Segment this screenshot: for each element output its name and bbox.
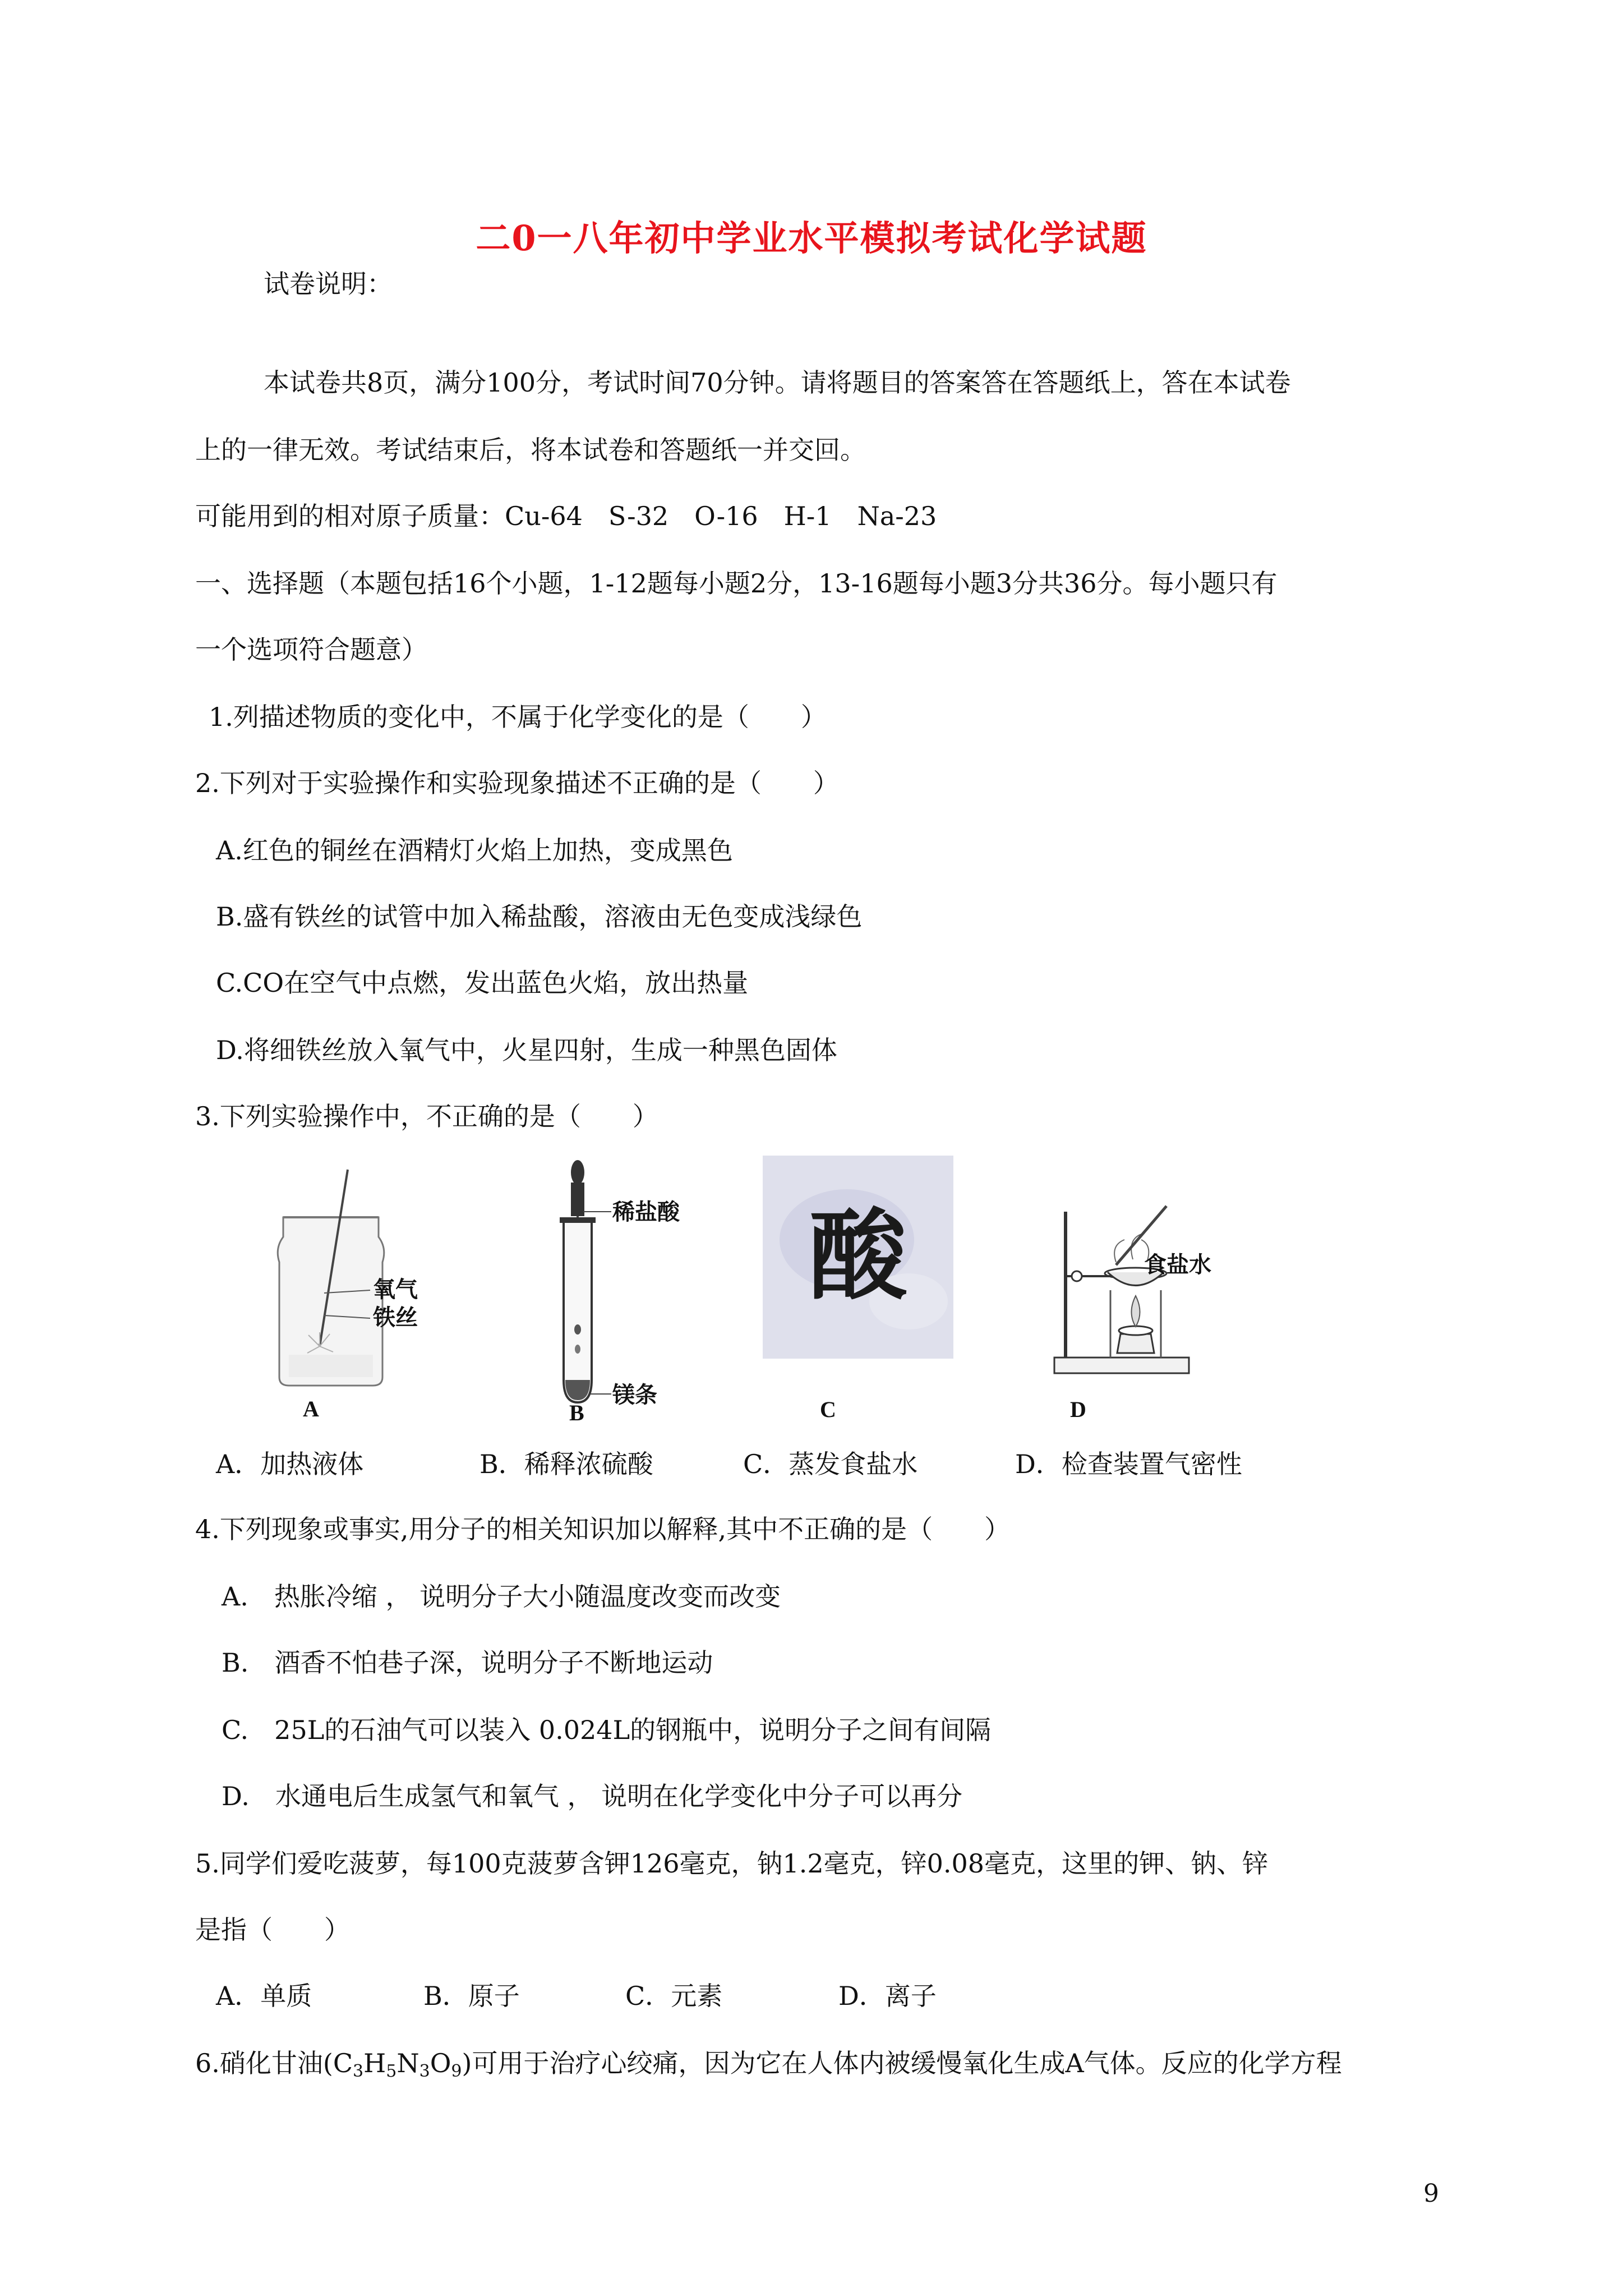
figure-c-character: 酸 (809, 1199, 907, 1314)
question-3-option-d: D．检查装置气密性 (1015, 1449, 1242, 1479)
question-2-option-c: C.CO在空气中点燃，发出蓝色火焰，放出热量 (216, 968, 749, 998)
page-number: 9 (1423, 2179, 1439, 2208)
question-3-stem: 3.下列实验操作中，不正确的是（ ） (195, 1101, 658, 1131)
figure-b-label-hcl: 稀盐酸 (612, 1199, 680, 1225)
question-5-stem-cont: 是指（ ） (195, 1915, 350, 1945)
figure-c-character-photo (763, 1156, 965, 1425)
question-2-stem: 2.下列对于实验操作和实验现象描述不正确的是（ ） (195, 768, 839, 798)
question-3-option-b: B．稀释浓硫酸 (479, 1449, 653, 1479)
question-6-stem: 6.硝化甘油$(C_3H_5N_3O_9)$可用于治疗心绞痛，因为它在人体内被缓慢氧化生成A气体。反应的化学方程 (195, 2048, 1342, 2081)
figure-a-label-oxygen: 氧气 (373, 1277, 418, 1303)
figure-b-caption: B (569, 1400, 584, 1425)
figure-a-label-iron-wire: 铁丝 (373, 1305, 418, 1331)
question-5-option-d: D．离子 (838, 1981, 937, 2011)
question-3-option-a: A．加热液体 (216, 1449, 364, 1479)
page-title: 二0一八年初中学业水平模拟考试化学试题 (476, 218, 1147, 259)
nitroglycerin-formula: $C_3H_5N_3O_9$ (333, 2048, 462, 2081)
section-heading: 一个选项符合题意） (195, 634, 427, 665)
figure-a-caption: A (303, 1396, 319, 1421)
instructions-line: 上的一律无效。考试结束后，将本试卷和答题纸一并交回。 (195, 435, 866, 465)
question-2-option-b: B.盛有铁丝的试管中加入稀盐酸，溶液由无色变成浅绿色 (216, 901, 863, 932)
atomic-masses: 可能用到的相对原子质量：Cu-64 S-32 O-16 H-1 Na-23 (195, 501, 937, 531)
question-1-stem: 1.列描述物质的变化中，不属于化学变化的是（ ） (209, 702, 827, 732)
question-5-option-b: B．原子 (423, 1981, 520, 2011)
question-4-option-d: D. 水通电后生成氢气和氧气 ， 说明在化学变化中分子可以再分 (222, 1781, 963, 1811)
figure-d-caption: D (1070, 1397, 1086, 1422)
figure-d-label-brine: 食盐水 (1144, 1252, 1211, 1278)
question-2-option-a: A.红色的铜丝在酒精灯火焰上加热，变成黑色 (216, 835, 733, 866)
figure-b-test-tube (538, 1156, 718, 1425)
question-3-option-c: C．蒸发食盐水 (743, 1449, 918, 1479)
instructions-heading: 试卷说明： (264, 269, 393, 299)
figure-b-label-mg: 镁条 (612, 1382, 657, 1408)
question-2-option-d: D.将细铁丝放入氧气中，火星四射，生成一种黑色固体 (216, 1035, 837, 1065)
question-4-stem: 4.下列现象或事实,用分子的相关知识加以解释,其中不正确的是（ ） (195, 1514, 1011, 1544)
section-heading: 一、选择题（本题包括16个小题，1-12题每小题2分，13-16题每小题3分共36分。每小题只有 (195, 568, 1278, 599)
question-4-option-b: B. 酒香不怕巷子深，说明分子不断地运动 (222, 1648, 713, 1678)
question-4-option-a: A. 热胀冷缩 ， 说明分子大小随温度改变而改变 (222, 1581, 781, 1612)
figure-c-caption: C (820, 1397, 836, 1422)
question-5-option-c: C．元素 (625, 1981, 723, 2011)
figure-a-oxygen-bottle (264, 1156, 454, 1425)
instructions-line: 本试卷共8页，满分100分，考试时间70分钟。请将题目的答案答在答题纸上，答在本试卷 (264, 367, 1291, 398)
question-5-option-a: A．单质 (216, 1981, 312, 2011)
figure-d-evaporation-setup (1026, 1156, 1239, 1425)
question-5-stem: 5.同学们爱吃菠萝，每100克菠萝含钾126毫克，钠1.2毫克，锌0.08毫克，这里的钾、钠、锌 (195, 1848, 1269, 1879)
question-4-option-c: C. 25L的石油气可以装入 0.024L的钢瓶中，说明分子之间有间隔 (222, 1715, 992, 1745)
